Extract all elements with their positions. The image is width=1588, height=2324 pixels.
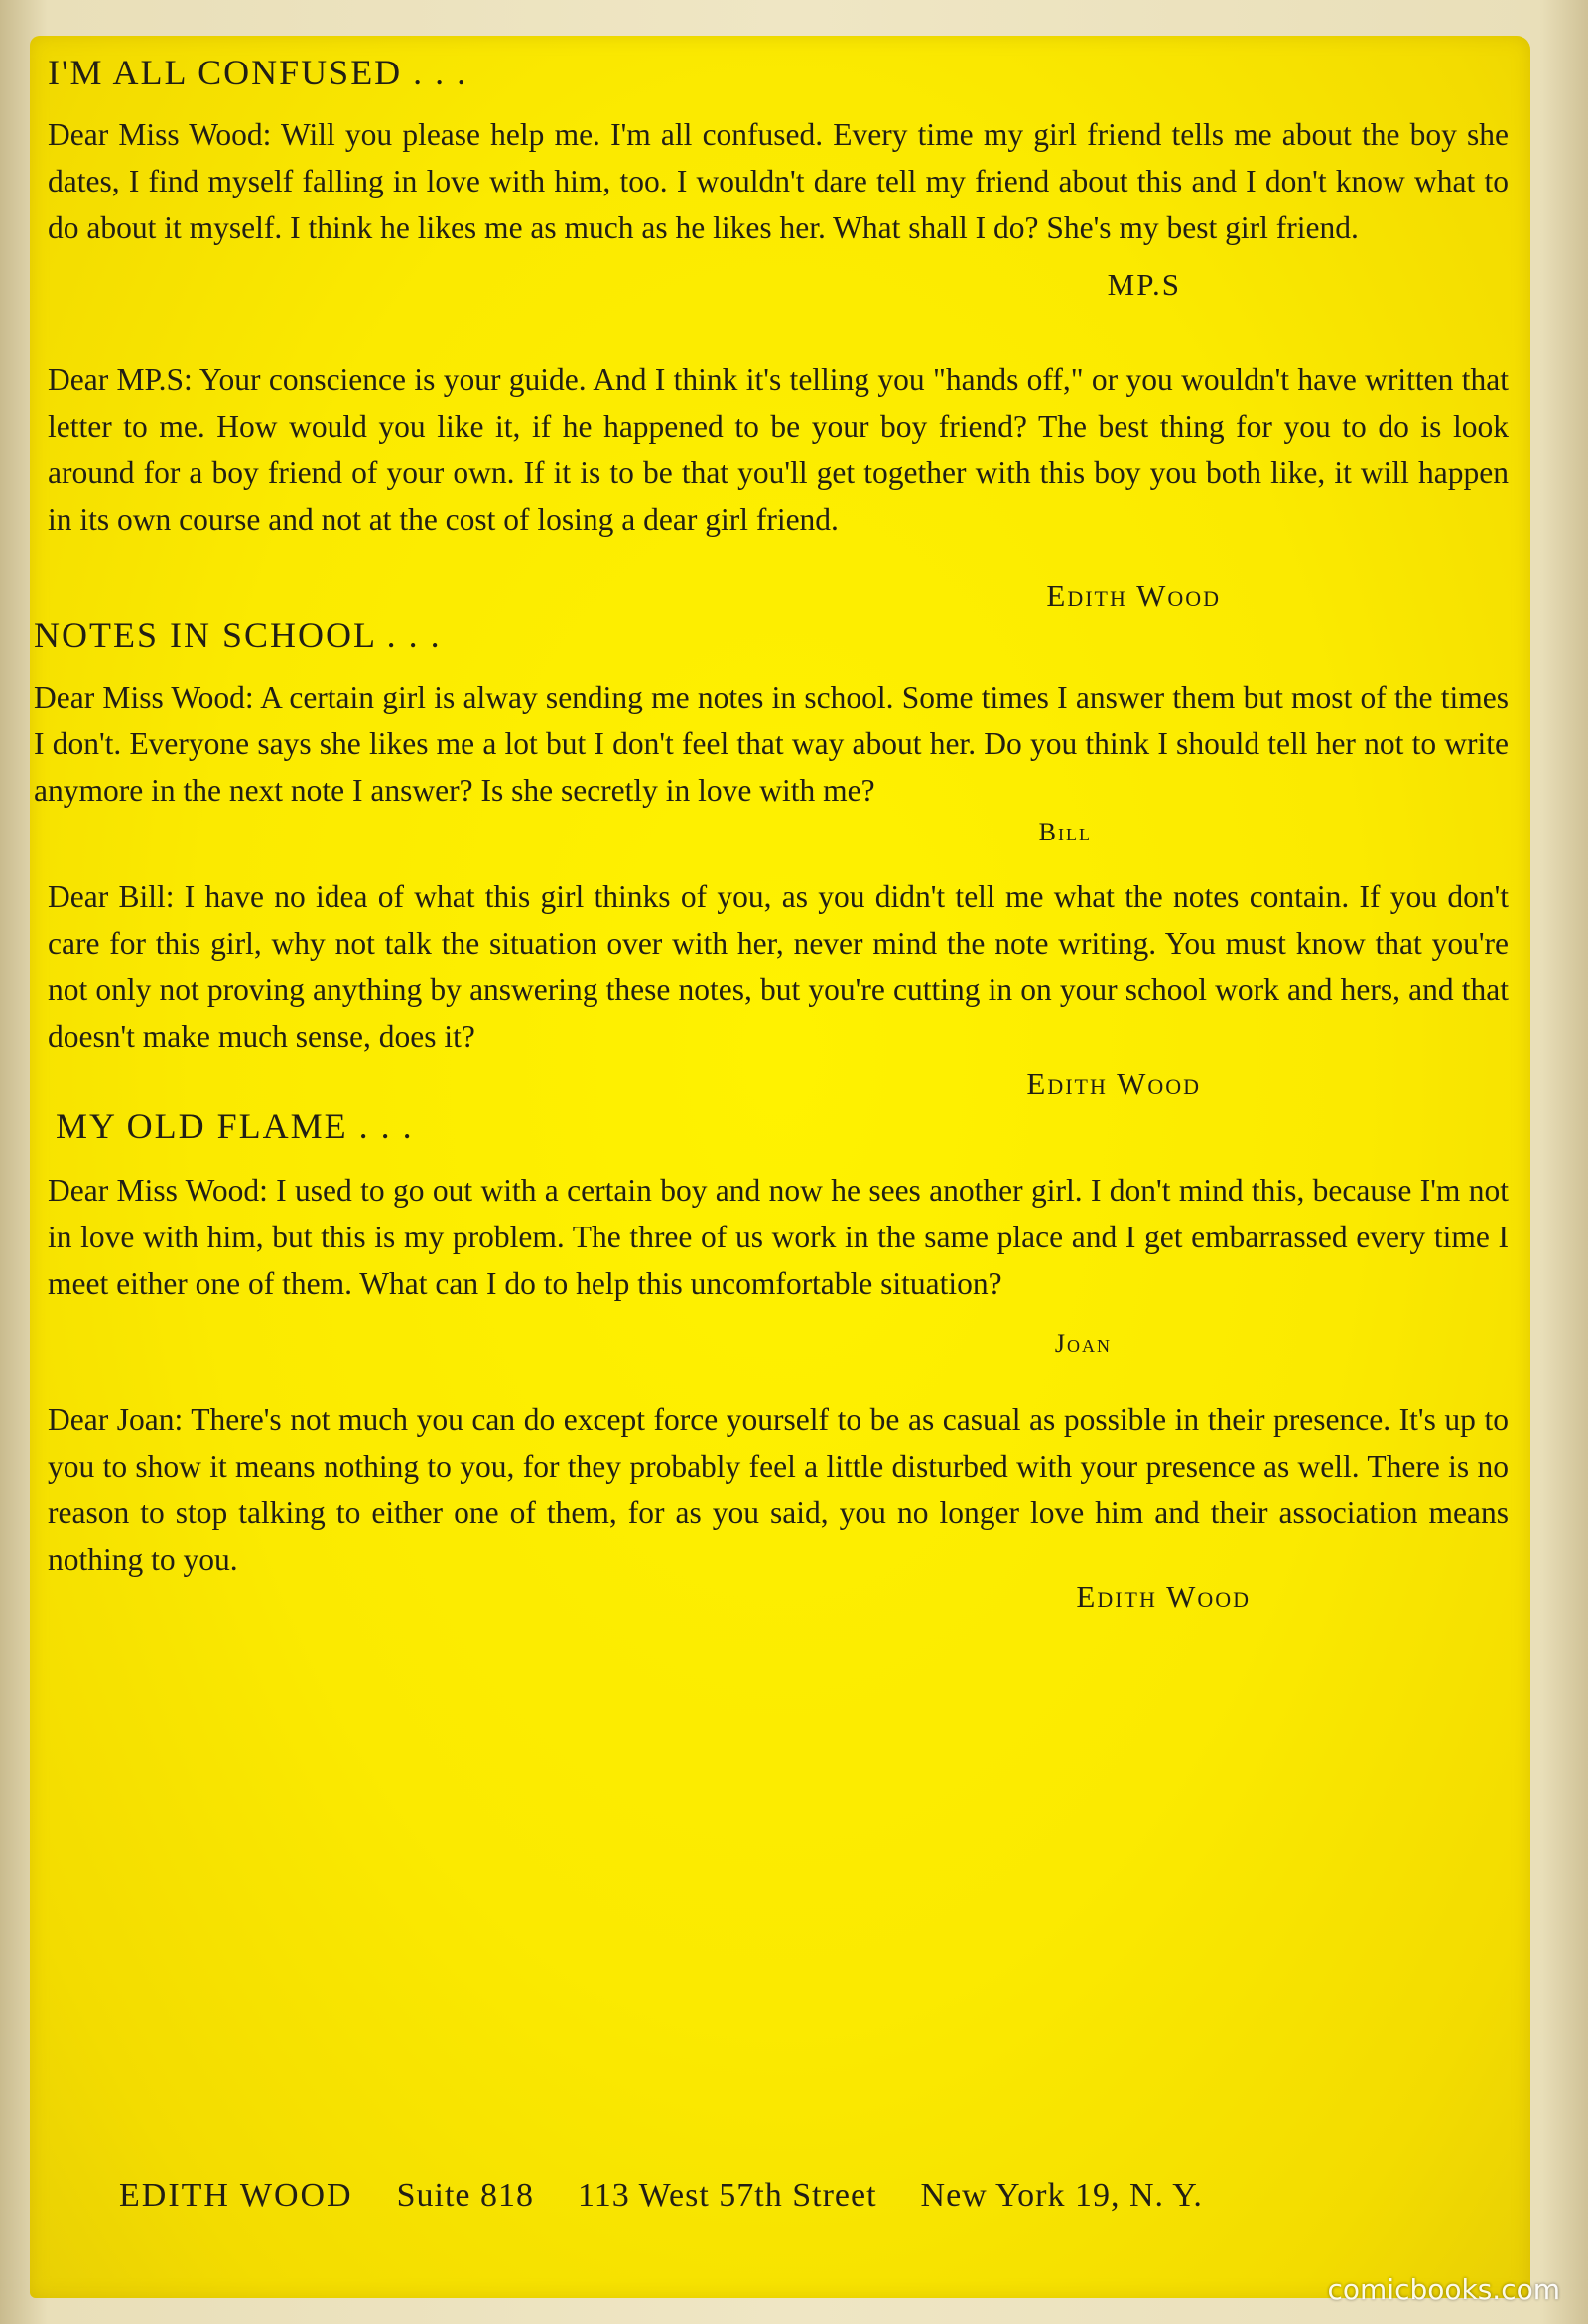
reply-letter: Dear MP.S: Your conscience is your guide. And I think it's telling you "hands off," or you wouldn't have written that letter to me. How would you like it, if he happened to be your boy friend? The best thing for you to do is look around for a boy friend of your own. If it is to be that you'll get together with this boy you both like, it will happen in its own course and not at the cost of losing a dear girl friend.	[48, 362, 1509, 537]
reply-signature: Edith Wood	[1046, 579, 1221, 613]
reply-signature: Edith Wood	[1026, 1066, 1201, 1100]
footer-name: EDITH WOOD	[119, 2177, 353, 2214]
footer-city: New York 19, N. Y.	[920, 2177, 1203, 2214]
advice-column	[34, 52, 1509, 1614]
section-all-confused	[48, 52, 1509, 614]
reader-signature: MP.S	[1107, 267, 1181, 302]
section-title: NOTES IN SCHOOL . . .	[34, 615, 442, 655]
mailing-address	[119, 2177, 1469, 2215]
reply-signature: Edith Wood	[1076, 1579, 1251, 1614]
reader-letter: Dear Miss Wood: A certain girl is alway sending me notes in school. Some times I answer them but most of the times I don't. Everyone says she likes me a lot but I don't feel that way about her. Do you think I should tell her not to write anymore in the next note I answer? Is she secretly in love with me?	[34, 680, 1509, 808]
reply-letter: Dear Joan: There's not much you can do except force yourself to be as casual as possible in their presence. It's up to you to show it means nothing to you, for they probably feel a little disturbed with your presence as well. There is no reason to stop talking to either one of them, for as you said, you no longer love him and their association means nothing to you.	[48, 1402, 1509, 1577]
footer-suite: Suite 818	[396, 2177, 535, 2214]
footer-street: 113 West 57th Street	[578, 2177, 877, 2214]
reader-signature: Joan	[1054, 1329, 1112, 1357]
section-notes-in-school	[34, 614, 1509, 1101]
section-title: I'M ALL CONFUSED . . .	[48, 53, 468, 92]
watermark: comicbooks.com	[1327, 2273, 1560, 2306]
reader-letter: Dear Miss Wood: Will you please help me. I'm all confused. Every time my girl friend tells me about the boy she dates, I find myself falling in love with him, too. I wouldn't dare tell my friend about this and I don't know what to do about it myself. I think he likes me as much as he likes her. What shall I do? She's my best girl friend.	[48, 117, 1509, 245]
reply-letter: Dear Bill: I have no idea of what this girl thinks of you, as you didn't tell me what the notes contain. If you don't care for this girl, why not talk the situation over with her, never mind the note writing. You must know that you're not only not proving anything by answering these notes, but you're cutting in on your school work and hers, and that doesn't make much sense, does it?	[48, 879, 1509, 1054]
section-title: MY OLD FLAME . . .	[56, 1106, 414, 1146]
reader-signature: Bill	[1038, 818, 1092, 846]
reader-letter: Dear Miss Wood: I used to go out with a certain boy and now he sees another girl. I don't mind this, because I'm not in love with him, but this is my problem. The three of us work in the same place and I get embarrassed every time I meet either one of them. What can I do to help this uncomfortable situation?	[48, 1173, 1509, 1301]
section-my-old-flame	[48, 1105, 1509, 1614]
